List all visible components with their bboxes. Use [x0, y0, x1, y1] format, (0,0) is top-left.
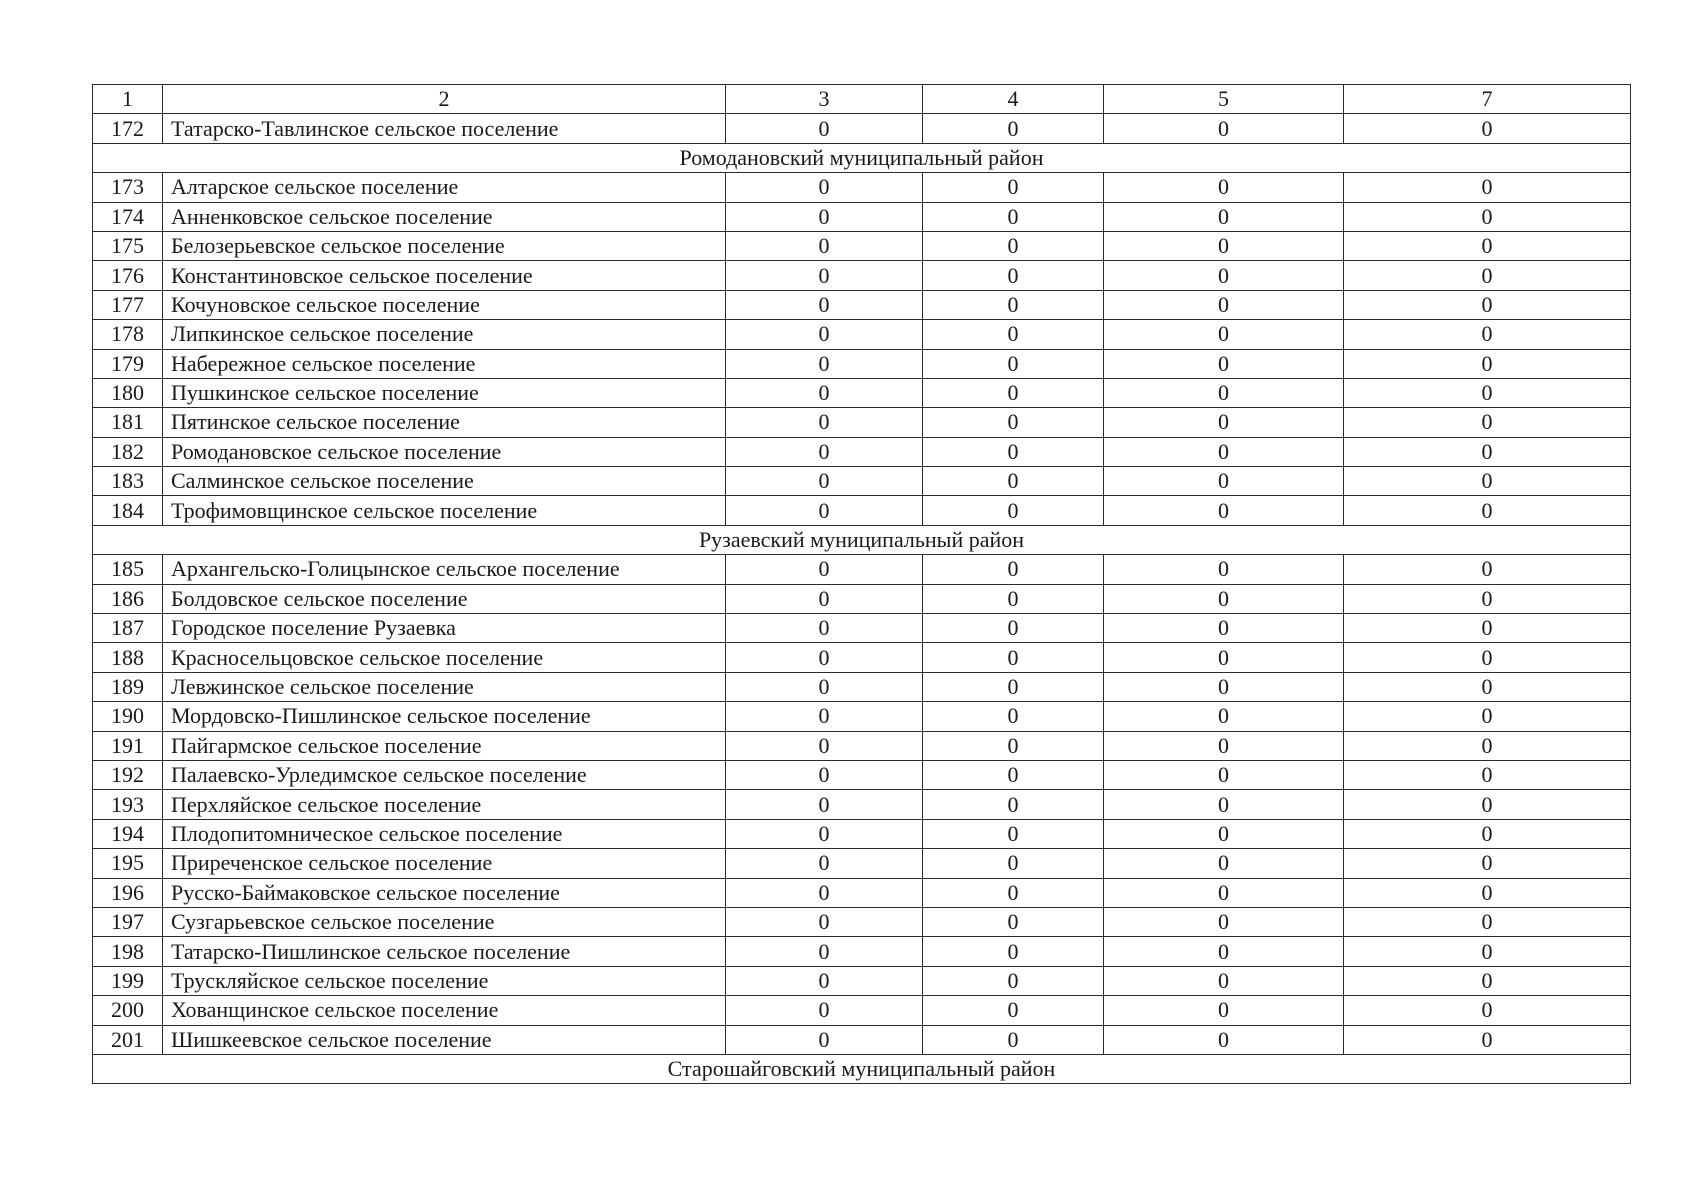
value-cell-col7: 0 — [1344, 261, 1631, 290]
value-cell-col7: 0 — [1344, 937, 1631, 966]
value-cell-col3: 0 — [726, 966, 923, 995]
table-row — [93, 819, 1631, 848]
value-cell-col7: 0 — [1344, 496, 1631, 525]
value-cell-col7: 0 — [1344, 378, 1631, 407]
value-cell-col4: 0 — [923, 408, 1104, 437]
value-cell-col7: 0 — [1344, 467, 1631, 496]
settlement-name-cell: Левжинское сельское поселение — [163, 672, 726, 701]
value-cell-col4: 0 — [923, 231, 1104, 260]
value-cell-col5: 0 — [1104, 378, 1344, 407]
row-number-cell: 186 — [93, 584, 163, 613]
value-cell-col5: 0 — [1104, 290, 1344, 319]
value-cell-col3: 0 — [726, 202, 923, 231]
value-cell-col7: 0 — [1344, 907, 1631, 936]
row-number-cell: 180 — [93, 378, 163, 407]
row-number-cell: 197 — [93, 907, 163, 936]
table-row — [93, 966, 1631, 995]
settlement-name-cell: Шишкеевское сельское поселение — [163, 1025, 726, 1054]
row-number-cell: 181 — [93, 408, 163, 437]
value-cell-col3: 0 — [726, 907, 923, 936]
column-number-3: 3 — [726, 85, 923, 114]
value-cell-col7: 0 — [1344, 731, 1631, 760]
value-cell-col5: 0 — [1104, 702, 1344, 731]
value-cell-col3: 0 — [726, 731, 923, 760]
value-cell-col3: 0 — [726, 584, 923, 613]
row-number-cell: 173 — [93, 173, 163, 202]
value-cell-col3: 0 — [726, 467, 923, 496]
table-row — [93, 378, 1631, 407]
row-number-cell: 177 — [93, 290, 163, 319]
table-row — [93, 937, 1631, 966]
row-number-cell: 187 — [93, 614, 163, 643]
row-number-cell: 193 — [93, 790, 163, 819]
settlement-name-cell: Палаевско-Урледимское сельское поселение — [163, 760, 726, 789]
value-cell-col5: 0 — [1104, 614, 1344, 643]
table-row — [93, 702, 1631, 731]
value-cell-col4: 0 — [923, 702, 1104, 731]
settlement-name-cell: Набережное сельское поселение — [163, 349, 726, 378]
value-cell-col5: 0 — [1104, 731, 1344, 760]
value-cell-col7: 0 — [1344, 819, 1631, 848]
row-number-cell: 191 — [93, 731, 163, 760]
row-number-cell: 183 — [93, 467, 163, 496]
settlement-name-cell: Архангельско-Голицынское сельское поселение — [163, 555, 726, 584]
settlement-name-cell: Пушкинское сельское поселение — [163, 378, 726, 407]
settlement-name-cell: Русско-Баймаковское сельское поселение — [163, 878, 726, 907]
value-cell-col4: 0 — [923, 496, 1104, 525]
table-row — [93, 849, 1631, 878]
value-cell-col7: 0 — [1344, 320, 1631, 349]
value-cell-col3: 0 — [726, 320, 923, 349]
value-cell-col4: 0 — [923, 643, 1104, 672]
value-cell-col4: 0 — [923, 1025, 1104, 1054]
value-cell-col5: 0 — [1104, 555, 1344, 584]
value-cell-col7: 0 — [1344, 849, 1631, 878]
table-row — [93, 790, 1631, 819]
value-cell-col4: 0 — [923, 996, 1104, 1025]
value-cell-col3: 0 — [726, 790, 923, 819]
settlement-name-cell: Городское поселение Рузаевка — [163, 614, 726, 643]
row-number-cell: 189 — [93, 672, 163, 701]
value-cell-col4: 0 — [923, 378, 1104, 407]
settlement-name-cell: Константиновское сельское поселение — [163, 261, 726, 290]
value-cell-col5: 0 — [1104, 760, 1344, 789]
value-cell-col5: 0 — [1104, 437, 1344, 466]
row-number-cell: 185 — [93, 555, 163, 584]
row-number-cell: 175 — [93, 231, 163, 260]
row-number-cell: 172 — [93, 114, 163, 143]
value-cell-col3: 0 — [726, 996, 923, 1025]
row-number-cell: 182 — [93, 437, 163, 466]
column-number-4: 4 — [923, 85, 1104, 114]
value-cell-col7: 0 — [1344, 114, 1631, 143]
settlement-name-cell: Ромодановское сельское поселение — [163, 437, 726, 466]
row-number-cell: 178 — [93, 320, 163, 349]
table-row — [93, 907, 1631, 936]
table-row — [93, 231, 1631, 260]
value-cell-col4: 0 — [923, 467, 1104, 496]
table-row — [93, 760, 1631, 789]
value-cell-col4: 0 — [923, 114, 1104, 143]
value-cell-col4: 0 — [923, 672, 1104, 701]
table-row — [93, 173, 1631, 202]
value-cell-col4: 0 — [923, 261, 1104, 290]
value-cell-col5: 0 — [1104, 643, 1344, 672]
value-cell-col4: 0 — [923, 555, 1104, 584]
value-cell-col5: 0 — [1104, 672, 1344, 701]
value-cell-col5: 0 — [1104, 996, 1344, 1025]
district-group-title: Рузаевский муниципальный район — [93, 525, 1631, 554]
settlement-name-cell: Сузгарьевское сельское поселение — [163, 907, 726, 936]
table-row — [93, 496, 1631, 525]
row-number-cell: 200 — [93, 996, 163, 1025]
district-group-row — [93, 525, 1631, 554]
value-cell-col5: 0 — [1104, 202, 1344, 231]
value-cell-col3: 0 — [726, 878, 923, 907]
value-cell-col4: 0 — [923, 760, 1104, 789]
row-number-cell: 199 — [93, 966, 163, 995]
value-cell-col7: 0 — [1344, 349, 1631, 378]
value-cell-col5: 0 — [1104, 878, 1344, 907]
value-cell-col4: 0 — [923, 937, 1104, 966]
settlement-name-cell: Трускляйское сельское поселение — [163, 966, 726, 995]
row-number-cell: 198 — [93, 937, 163, 966]
value-cell-col5: 0 — [1104, 467, 1344, 496]
value-cell-col4: 0 — [923, 907, 1104, 936]
settlement-name-cell: Болдовское сельское поселение — [163, 584, 726, 613]
table-row — [93, 996, 1631, 1025]
value-cell-col7: 0 — [1344, 672, 1631, 701]
table-row — [93, 672, 1631, 701]
settlement-name-cell: Перхляйское сельское поселение — [163, 790, 726, 819]
settlement-name-cell: Мордовско-Пишлинское сельское поселение — [163, 702, 726, 731]
value-cell-col5: 0 — [1104, 907, 1344, 936]
value-cell-col5: 0 — [1104, 408, 1344, 437]
value-cell-col4: 0 — [923, 320, 1104, 349]
value-cell-col3: 0 — [726, 231, 923, 260]
value-cell-col4: 0 — [923, 173, 1104, 202]
table-row — [93, 114, 1631, 143]
value-cell-col3: 0 — [726, 114, 923, 143]
value-cell-col4: 0 — [923, 290, 1104, 319]
settlement-name-cell: Анненковское сельское поселение — [163, 202, 726, 231]
value-cell-col3: 0 — [726, 1025, 923, 1054]
value-cell-col3: 0 — [726, 702, 923, 731]
value-cell-col7: 0 — [1344, 790, 1631, 819]
value-cell-col3: 0 — [726, 437, 923, 466]
row-number-cell: 201 — [93, 1025, 163, 1054]
value-cell-col5: 0 — [1104, 819, 1344, 848]
value-cell-col5: 0 — [1104, 790, 1344, 819]
value-cell-col5: 0 — [1104, 496, 1344, 525]
value-cell-col5: 0 — [1104, 966, 1344, 995]
value-cell-col4: 0 — [923, 614, 1104, 643]
column-number-7: 7 — [1344, 85, 1631, 114]
value-cell-col3: 0 — [726, 672, 923, 701]
value-cell-col4: 0 — [923, 731, 1104, 760]
row-number-cell: 174 — [93, 202, 163, 231]
value-cell-col7: 0 — [1344, 760, 1631, 789]
value-cell-col7: 0 — [1344, 173, 1631, 202]
value-cell-col7: 0 — [1344, 878, 1631, 907]
value-cell-col5: 0 — [1104, 349, 1344, 378]
value-cell-col5: 0 — [1104, 320, 1344, 349]
value-cell-col4: 0 — [923, 349, 1104, 378]
value-cell-col7: 0 — [1344, 584, 1631, 613]
settlement-name-cell: Плодопитомническое сельское поселение — [163, 819, 726, 848]
table-row — [93, 261, 1631, 290]
value-cell-col5: 0 — [1104, 849, 1344, 878]
value-cell-col7: 0 — [1344, 996, 1631, 1025]
value-cell-col4: 0 — [923, 202, 1104, 231]
column-number-row — [93, 85, 1631, 114]
value-cell-col5: 0 — [1104, 584, 1344, 613]
settlement-name-cell: Татарско-Пишлинское сельское поселение — [163, 937, 726, 966]
district-group-title: Старошайговский муниципальный район — [93, 1054, 1631, 1083]
settlement-name-cell: Алтарское сельское поселение — [163, 173, 726, 202]
value-cell-col5: 0 — [1104, 937, 1344, 966]
table-row — [93, 731, 1631, 760]
value-cell-col7: 0 — [1344, 702, 1631, 731]
value-cell-col7: 0 — [1344, 202, 1631, 231]
table-row — [93, 467, 1631, 496]
value-cell-col7: 0 — [1344, 290, 1631, 319]
settlement-name-cell: Татарско-Тавлинское сельское поселение — [163, 114, 726, 143]
value-cell-col7: 0 — [1344, 231, 1631, 260]
column-number-5: 5 — [1104, 85, 1344, 114]
value-cell-col4: 0 — [923, 819, 1104, 848]
value-cell-col7: 0 — [1344, 1025, 1631, 1054]
settlement-name-cell: Приреченское сельское поселение — [163, 849, 726, 878]
value-cell-col5: 0 — [1104, 231, 1344, 260]
value-cell-col3: 0 — [726, 555, 923, 584]
table-row — [93, 408, 1631, 437]
value-cell-col3: 0 — [726, 261, 923, 290]
value-cell-col4: 0 — [923, 849, 1104, 878]
column-number-2: 2 — [163, 85, 726, 114]
settlement-name-cell: Пайгармское сельское поселение — [163, 731, 726, 760]
settlement-name-cell: Хованщинское сельское поселение — [163, 996, 726, 1025]
table-row — [93, 202, 1631, 231]
table-row — [93, 584, 1631, 613]
row-number-cell: 194 — [93, 819, 163, 848]
table-row — [93, 437, 1631, 466]
table-row — [93, 643, 1631, 672]
value-cell-col7: 0 — [1344, 437, 1631, 466]
value-cell-col3: 0 — [726, 849, 923, 878]
row-number-cell: 179 — [93, 349, 163, 378]
table-row — [93, 1025, 1631, 1054]
row-number-cell: 195 — [93, 849, 163, 878]
settlement-name-cell: Красносельцовское сельское поселение — [163, 643, 726, 672]
value-cell-col4: 0 — [923, 878, 1104, 907]
table-row — [93, 349, 1631, 378]
value-cell-col3: 0 — [726, 937, 923, 966]
row-number-cell: 196 — [93, 878, 163, 907]
value-cell-col3: 0 — [726, 819, 923, 848]
settlement-name-cell: Белозерьевское сельское поселение — [163, 231, 726, 260]
value-cell-col3: 0 — [726, 614, 923, 643]
row-number-cell: 188 — [93, 643, 163, 672]
value-cell-col7: 0 — [1344, 408, 1631, 437]
district-group-row — [93, 1054, 1631, 1083]
table-row — [93, 614, 1631, 643]
row-number-cell: 176 — [93, 261, 163, 290]
value-cell-col3: 0 — [726, 643, 923, 672]
settlement-name-cell: Трофимовщинское сельское поселение — [163, 496, 726, 525]
value-cell-col3: 0 — [726, 408, 923, 437]
row-number-cell: 184 — [93, 496, 163, 525]
value-cell-col4: 0 — [923, 437, 1104, 466]
value-cell-col3: 0 — [726, 173, 923, 202]
value-cell-col3: 0 — [726, 378, 923, 407]
value-cell-col3: 0 — [726, 290, 923, 319]
district-group-title: Ромодановский муниципальный район — [93, 143, 1631, 172]
value-cell-col5: 0 — [1104, 1025, 1344, 1054]
value-cell-col7: 0 — [1344, 614, 1631, 643]
row-number-cell: 190 — [93, 702, 163, 731]
value-cell-col5: 0 — [1104, 173, 1344, 202]
value-cell-col5: 0 — [1104, 261, 1344, 290]
value-cell-col3: 0 — [726, 496, 923, 525]
table-body — [93, 85, 1631, 1084]
table-row — [93, 290, 1631, 319]
table-row — [93, 878, 1631, 907]
settlement-name-cell: Липкинское сельское поселение — [163, 320, 726, 349]
table-row — [93, 320, 1631, 349]
row-number-cell: 192 — [93, 760, 163, 789]
value-cell-col7: 0 — [1344, 966, 1631, 995]
column-number-1: 1 — [93, 85, 163, 114]
value-cell-col7: 0 — [1344, 643, 1631, 672]
district-group-row — [93, 143, 1631, 172]
value-cell-col4: 0 — [923, 966, 1104, 995]
value-cell-col7: 0 — [1344, 555, 1631, 584]
settlements-table — [92, 84, 1631, 1084]
value-cell-col4: 0 — [923, 790, 1104, 819]
table-row — [93, 555, 1631, 584]
settlement-name-cell: Кочуновское сельское поселение — [163, 290, 726, 319]
value-cell-col3: 0 — [726, 760, 923, 789]
settlement-name-cell: Пятинское сельское поселение — [163, 408, 726, 437]
settlement-name-cell: Салминское сельское поселение — [163, 467, 726, 496]
document-sheet — [92, 84, 1630, 1084]
value-cell-col3: 0 — [726, 349, 923, 378]
value-cell-col5: 0 — [1104, 114, 1344, 143]
value-cell-col4: 0 — [923, 584, 1104, 613]
